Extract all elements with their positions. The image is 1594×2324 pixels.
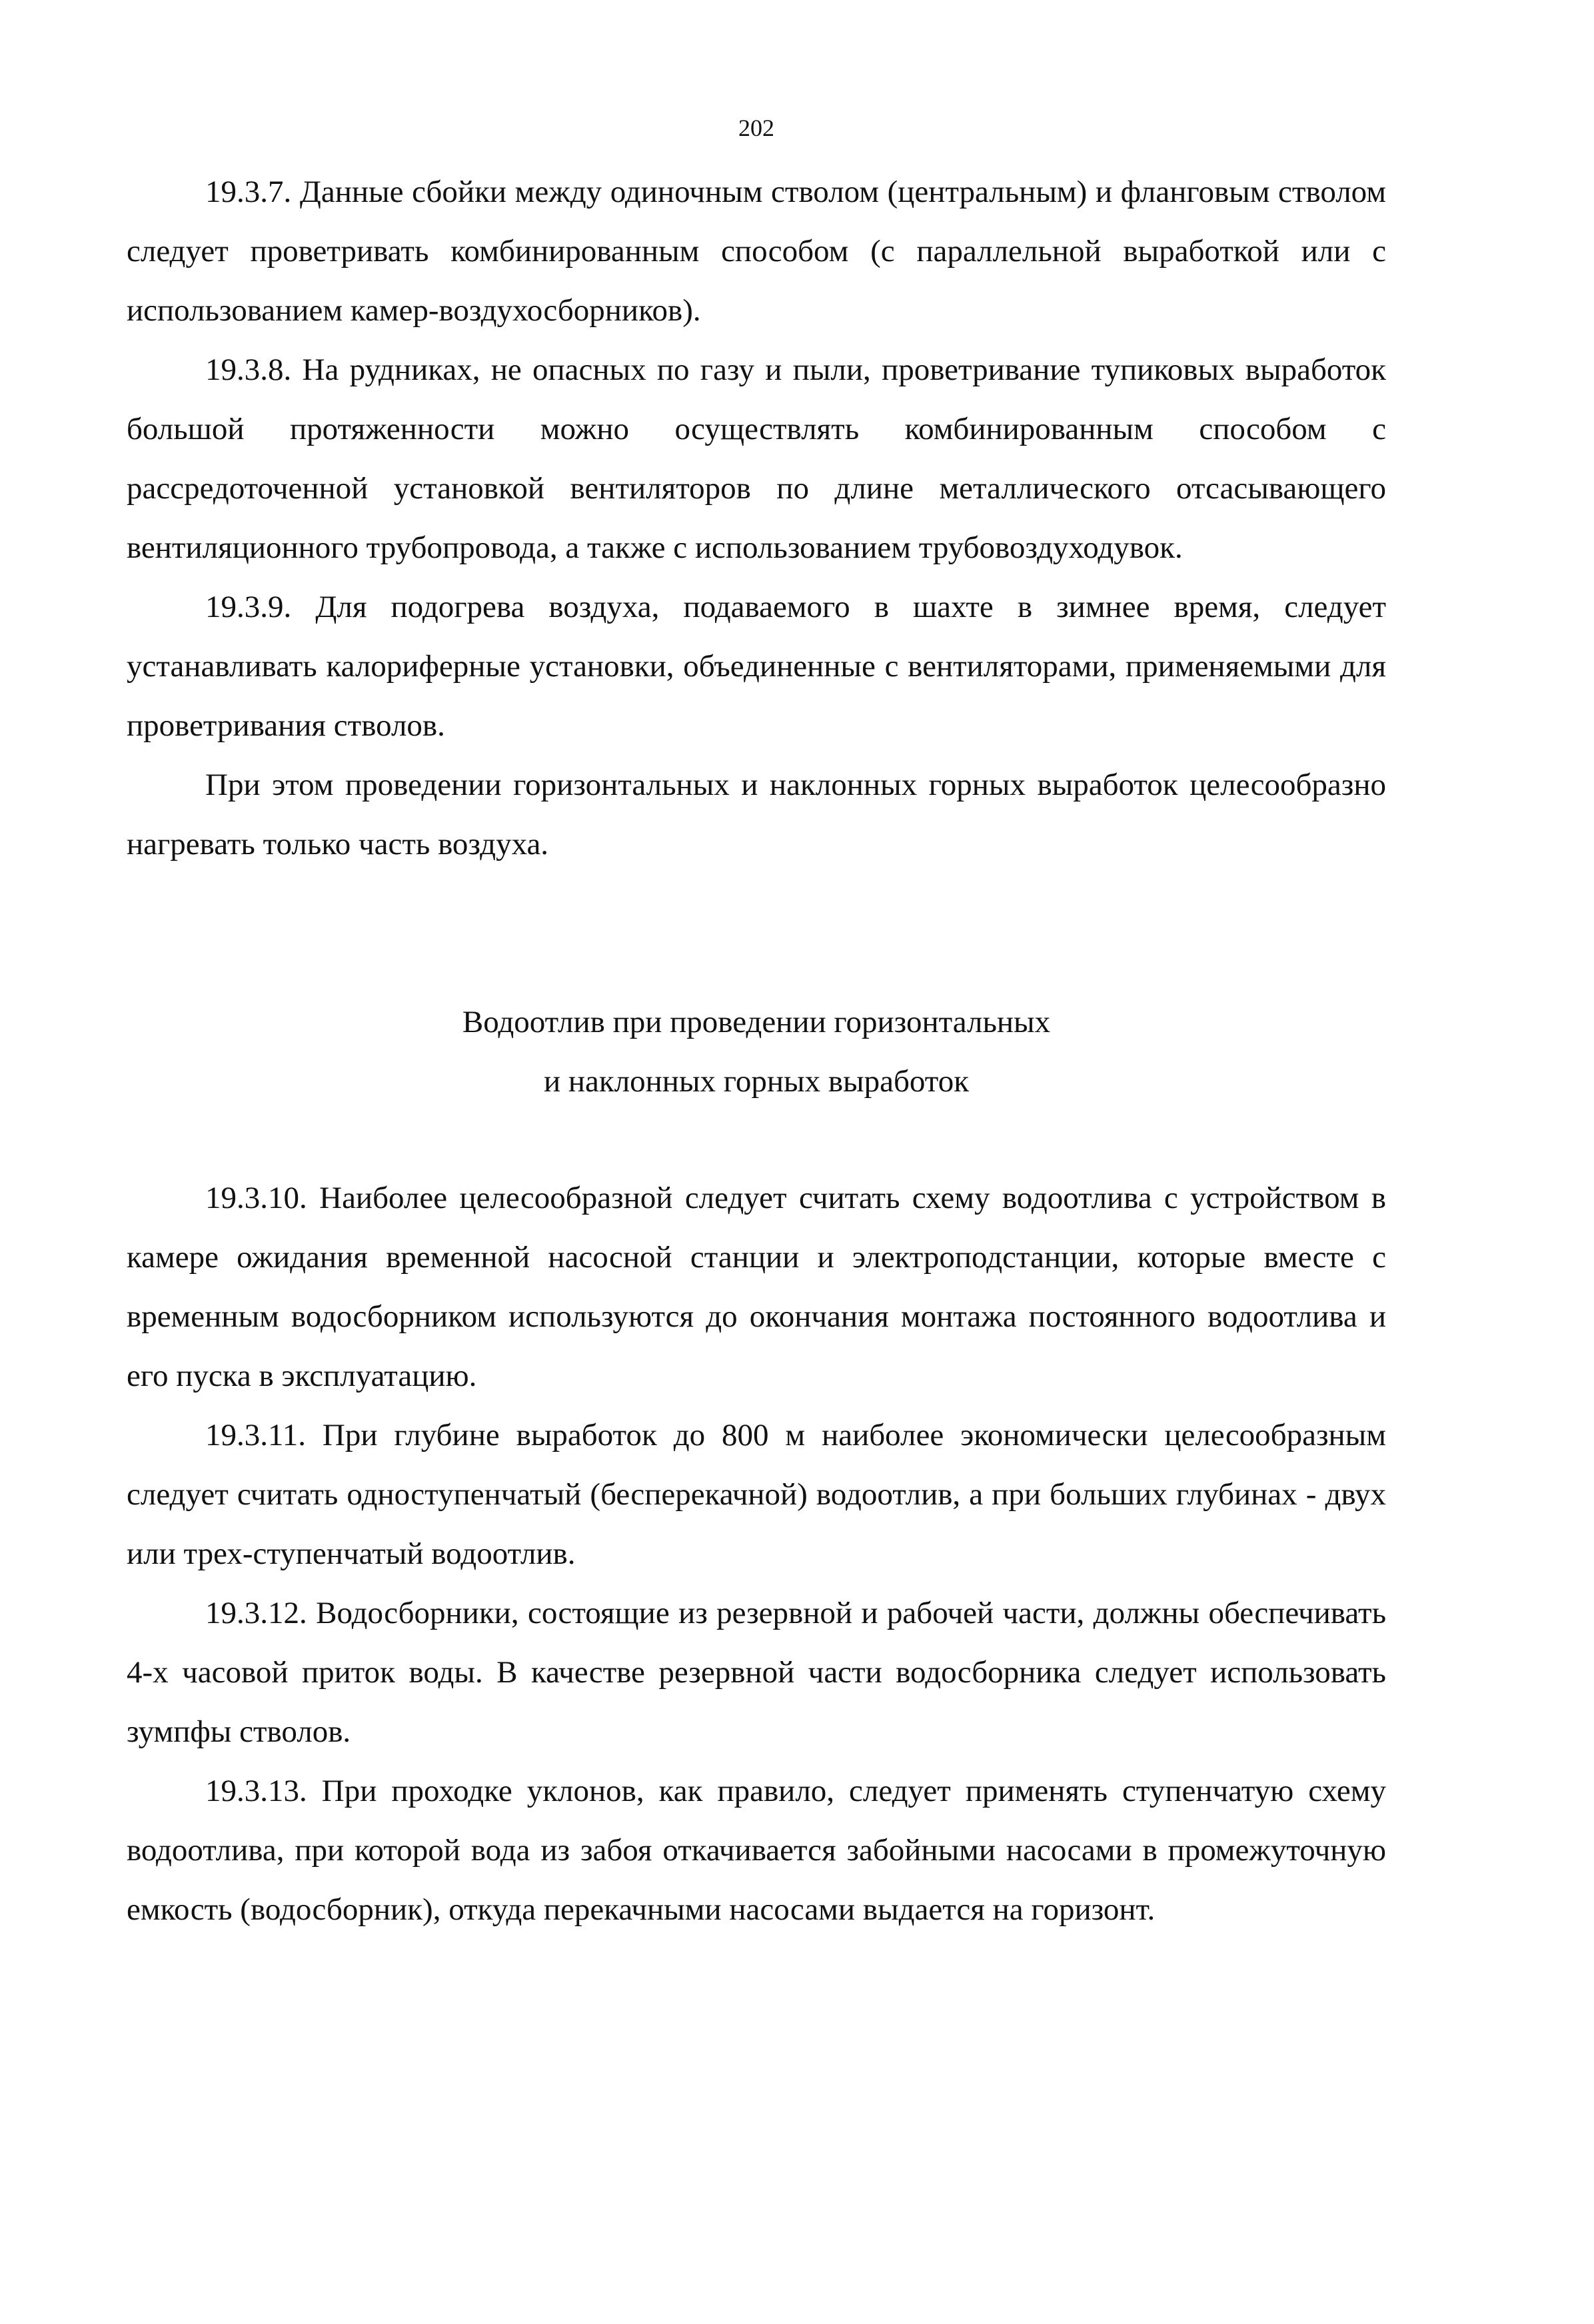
paragraph-19-3-11: 19.3.11. При глубине выработок до 800 м наиболее экономически целесообразным следует считать одноступенчатый (бесперекачной) водоотлив, а при больших глубинах - двух или трех-ступенчатый водоотлив. bbox=[127, 1418, 1386, 1571]
paragraph-19-3-7: 19.3.7. Данные сбойки между одиночным стволом (центральным) и фланговым стволом следует проветривать комбинированным способом (с параллельной выработкой или с использованием камер-воздухосборников). bbox=[127, 175, 1386, 328]
text-block-ventilation bbox=[127, 163, 1386, 874]
paragraph-heating-note: При этом проведении горизонтальных и наклонных горных выработок целесообразно нагревать только часть воздуха. bbox=[127, 768, 1386, 862]
text-block-drainage bbox=[127, 1169, 1386, 1940]
paragraph-19-3-12: 19.3.12. Водосборники, состоящие из резервной и рабочей части, должны обеспечивать 4-х часовой приток воды. В качестве резервной части водосборника следует использовать зумпфы стволов. bbox=[127, 1596, 1386, 1749]
section-heading bbox=[127, 993, 1386, 1111]
page-number: 202 bbox=[738, 115, 774, 141]
paragraph-19-3-13: 19.3.13. При проходке уклонов, как правило, следует применять ступенчатую схему водоотлива, при которой вода из забоя откачивается забойными насосами в промежуточную емкость (водосборник), откуда перекачными насосами выдается на горизонт. bbox=[127, 1774, 1386, 1927]
paragraph-19-3-10: 19.3.10. Наиболее целесообразной следует считать схему водоотлива с устройством в камере ожидания временной насосной станции и электроподстанции, которые вместе с временным водосборником используются до окончания монтажа постоянного водоотлива и его пуска в эксплуатацию. bbox=[127, 1181, 1386, 1393]
paragraph-19-3-8: 19.3.8. На рудниках, не опасных по газу и пыли, проветривание тупиковых выработок большой протяженности можно осуществлять комбинированным способом с рассредоточенной установкой вентиляторов по длине металлического отсасывающего вентиляционного трубопровода, а также с использованием трубовоздуходувок. bbox=[127, 352, 1386, 565]
section-heading-line-1: Водоотлив при проведении горизонтальных bbox=[462, 1005, 1051, 1039]
paragraph-19-3-9: 19.3.9. Для подогрева воздуха, подаваемого в шахте в зимнее время, следует устанавливать калориферные установки, объединенные с вентиляторами, применяемыми для проветривания стволов. bbox=[127, 590, 1386, 743]
section-heading-line-2: и наклонных горных выработок bbox=[543, 1064, 970, 1099]
